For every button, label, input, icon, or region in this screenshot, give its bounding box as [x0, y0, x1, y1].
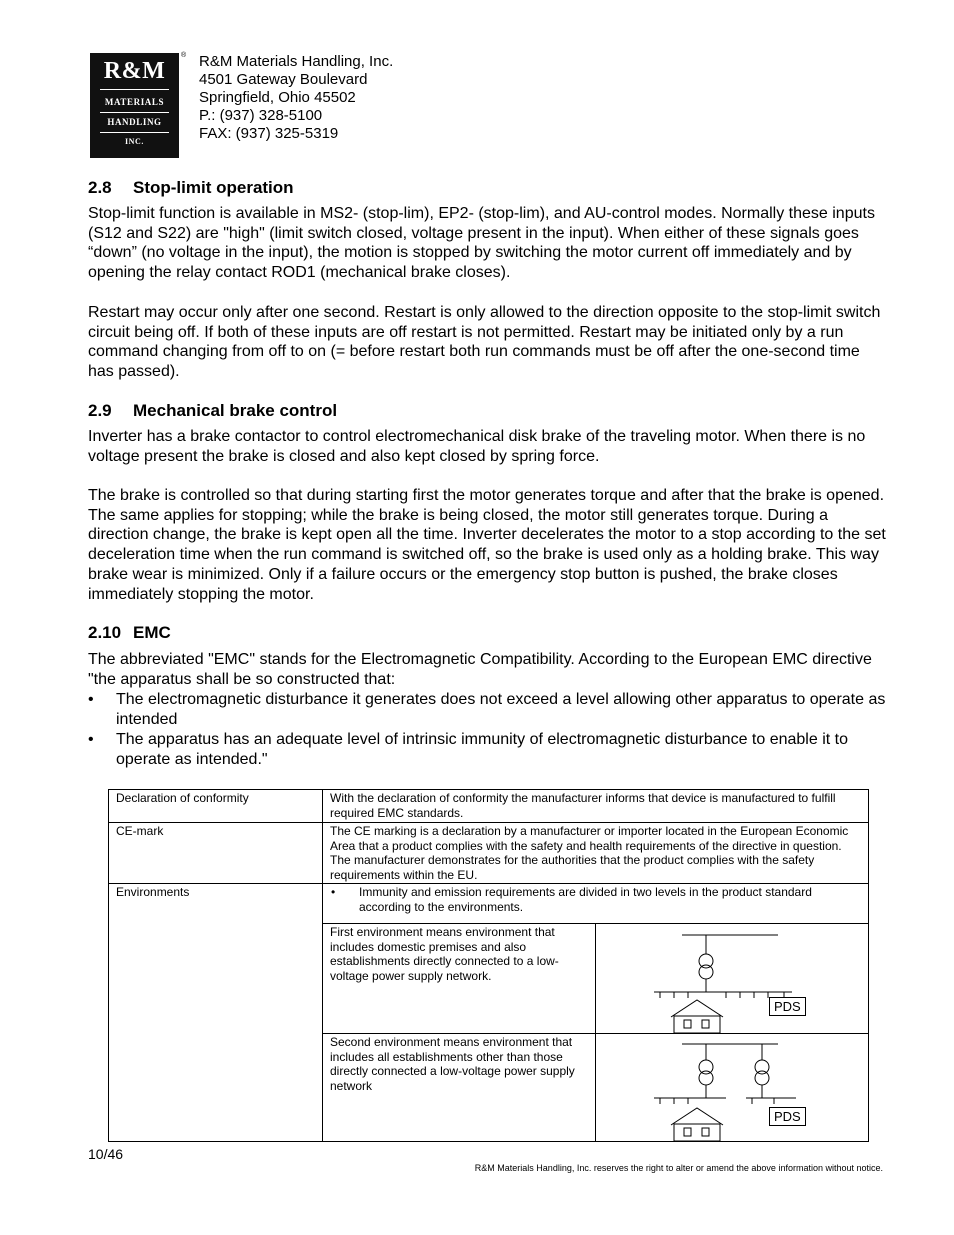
pds-label: PDS [769, 997, 806, 1016]
paragraph: The abbreviated "EMC" stands for the Electromagnetic Compatibility. According to the European EMC directive "the apparatus shall be so constructed that: [88, 651, 872, 688]
bullet-icon: • [88, 691, 94, 708]
logo-divider [100, 89, 169, 90]
footer-notice: R&M Materials Handling, Inc. reserves the right to alter or amend the above information without notice. [474, 1163, 883, 1173]
logo-line-materials: MATERIALS [104, 97, 165, 107]
logo-divider [100, 132, 169, 133]
section-title: Stop-limit operation [133, 178, 294, 197]
emc-table [108, 789, 869, 1142]
logo-mark: R&M [103, 58, 166, 84]
section-heading-2-8 [88, 178, 294, 198]
section-number: 2.10 [88, 623, 122, 642]
table-cell-term: Environments [116, 885, 190, 899]
second-environment-text: Second environment means environment that includes all establishments other than those directly connected a low-voltage power supply network [330, 1035, 575, 1093]
table-cell-desc: The CE marking is a declaration by a manufacturer or importer located in the European Economic Area that a product complies with the safety and health requirements of the directive in question. The manufacturer demonstrates for the authorities that the product complies with the safety requirements within the EU. [330, 824, 849, 882]
address-line: R&M Materials Handling, Inc. [199, 53, 394, 70]
bullet-icon: • [331, 885, 336, 899]
table-cell-desc: With the declaration of conformity the manufacturer informs that device is manufactured to fulfill required EMC standards. [330, 791, 836, 820]
paragraph: The brake is controlled so that during starting first the motor generates torque and after that the brake is opened. The same applies for stopping; while the brake is being closed, the motor still generates torque. During a direction change, the brake is kept open all the time. Inverter decelerates the motor to a stop according to the set deceleration time when the run command is switched off, so the brake is used only as a holding brake. This way brake wear is minimized. Only if a failure occurs or the emergency stop button is pushed, the brake closes immediately stopping the motor. [88, 487, 886, 603]
section-number: 2.9 [88, 401, 112, 420]
section-heading-2-9 [88, 401, 337, 421]
logo-line-inc: INC. [124, 137, 145, 146]
logo-line-handling: HANDLING [107, 117, 162, 127]
pds-label: PDS [769, 1107, 806, 1126]
registered-mark: ® [181, 52, 187, 59]
first-environment-text: First environment means environment that includes domestic premises and also establishments directly connected to a low-voltage power supply network. [330, 925, 559, 983]
address-line: Springfield, Ohio 45502 [199, 89, 356, 106]
section-title: EMC [133, 623, 171, 642]
logo-divider [100, 112, 169, 113]
table-cell-term: CE-mark [116, 824, 164, 838]
address-line: P.: (937) 328-5100 [199, 107, 323, 124]
section-heading-2-10 [88, 623, 171, 643]
page-number: 10/46 [88, 1146, 124, 1162]
paragraph: Stop-limit function is available in MS2- (stop-lim), EP2- (stop-lim), and AU-control modes. Normally these inputs (S12 and S22) are "high" (limit switch closed, voltage present in the input). When either of these signals goes “down” (no voltage in the input), the motion is stopped by switching the motor current off immediately and by opening the relay contact ROD1 (mechanical brake closes). [88, 205, 875, 282]
paragraph: Inverter has a brake contactor to control electromechanical disk brake of the traveling motor. When there is no voltage present the brake is closed and also kept closed by spring force. [88, 428, 866, 465]
first-environment-diagram [596, 924, 868, 1033]
bullet-icon: • [88, 731, 94, 748]
table-cell-desc [323, 884, 868, 915]
section-title: Mechanical brake control [133, 401, 338, 420]
second-environment-diagram [596, 1034, 868, 1142]
list-item-text: The apparatus has an adequate level of intrinsic immunity of electromagnetic disturbance to enable it to operate as intended." [116, 731, 848, 768]
address-line: 4501 Gateway Boulevard [199, 71, 368, 88]
table-cell-term: Declaration of conformity [116, 791, 249, 805]
address-line: FAX: (937) 325-5319 [199, 125, 339, 142]
section-number: 2.8 [88, 178, 112, 197]
list-item-text: The electromagnetic disturbance it generates does not exceed a level allowing other apparatus to operate as intended [116, 691, 886, 728]
company-logo [90, 53, 179, 158]
table-cell-text: Immunity and emission requirements are divided in two levels in the product standard according to the environments. [359, 885, 812, 914]
paragraph: Restart may occur only after one second. Restart is only allowed to the direction opposite to the stop-limit switch circuit being off. If both of these inputs are off restart is not permitted. Restart may be initiated only by a run command changing from off to on (= before restart both run commands must be off after the one-second time has passed). [88, 304, 881, 381]
company-address [199, 53, 393, 143]
